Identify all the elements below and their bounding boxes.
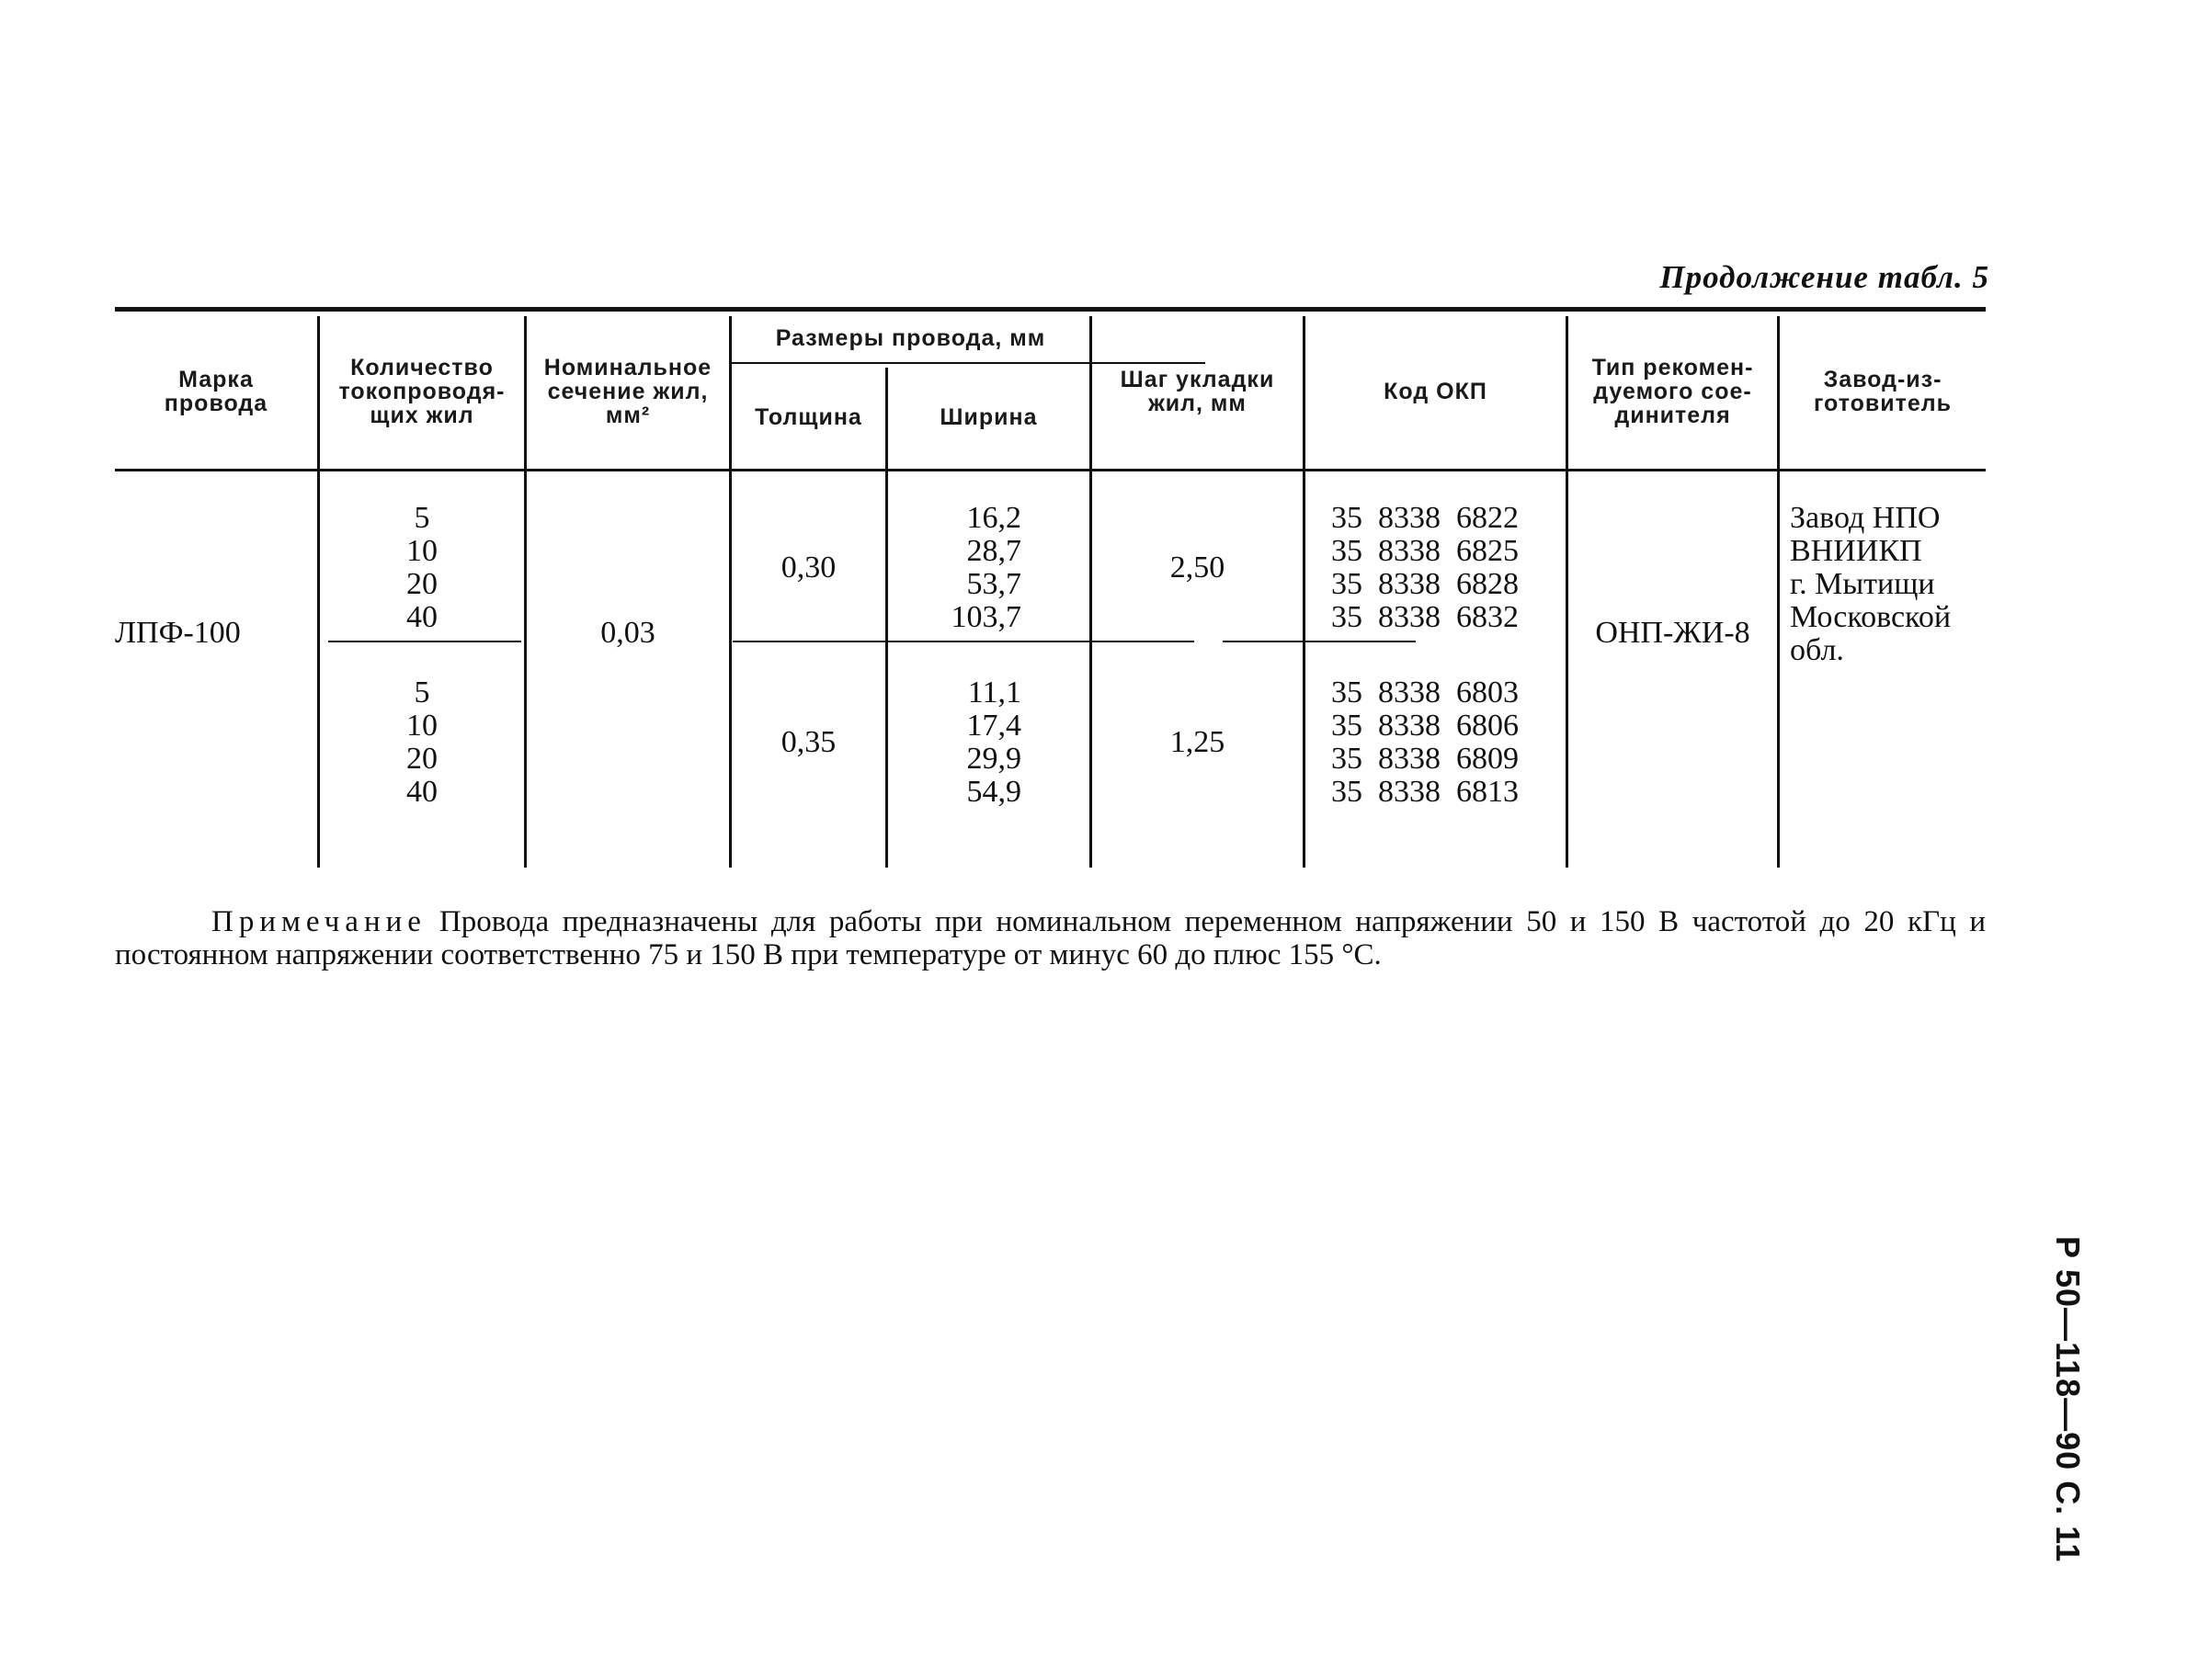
count-group-rule — [328, 641, 521, 642]
cell-widths-group-1: 16,2 28,7 53,7 103,7 — [951, 501, 1021, 634]
table-top-rule — [115, 307, 1986, 312]
note-label: Примечание — [211, 905, 427, 938]
cell-step-group-1: 2,50 — [1169, 551, 1225, 585]
header-section: Номинальное сечение жил, мм² — [543, 355, 712, 428]
document-code: Р 50—118—90 С. 11 — [2049, 1236, 2087, 1563]
header-okp: Код ОКП — [1384, 379, 1487, 404]
cell-okp-group-2: 35 8338 6803 35 8338 6806 35 8338 6809 35 8338 6813 — [1331, 675, 1519, 809]
note-text: Провода предназначены для работы при номинальном переменном напряжении 50 и 150 В частотой до 20 кГц и постоянном напряжении соответственно 75 и 150 В при температуре от минус 60 до плюс 155 °С. — [115, 905, 1986, 971]
thickness-width-group-rule — [733, 641, 1194, 642]
cell-counts-group-1: 5 10 20 40 — [406, 501, 438, 634]
cell-widths-group-2: 11,1 17,4 29,9 54,9 — [966, 675, 1021, 809]
cell-thickness-group-2: 0,35 — [780, 725, 837, 759]
cell-counts-group-2: 5 10 20 40 — [406, 675, 438, 809]
step-group-divider-rule — [1223, 641, 1416, 642]
table-note — [115, 905, 1986, 971]
header-mark: Марка провода — [164, 367, 268, 416]
cell-section: 0,03 — [600, 616, 655, 650]
cell-thickness-group-1: 0,30 — [780, 551, 837, 585]
header-maker: Завод-из- готовитель — [1813, 367, 1953, 416]
cell-mark: ЛПФ-100 — [115, 616, 241, 650]
header-thickness: Толщина — [755, 404, 862, 430]
wire-spec-table — [115, 307, 1986, 869]
header-width: Ширина — [940, 404, 1038, 430]
header-connector: Тип рекомен- дуемого сое- динителя — [1591, 355, 1754, 428]
cell-okp-group-1: 35 8338 6822 35 8338 6825 35 8338 6828 35 8338 6832 — [1331, 501, 1519, 634]
header-bottom-rule — [115, 469, 1986, 471]
header-count: Количество токопроводя- щих жил — [338, 355, 506, 428]
table-caption: Продолжение табл. 5 — [1659, 259, 1989, 295]
header-dims: Размеры провода, мм — [775, 325, 1046, 351]
cell-connector: ОНП-ЖИ-8 — [1595, 616, 1750, 650]
cell-step-group-2: 1,25 — [1169, 725, 1225, 759]
cell-maker: Завод НПО ВНИИКП г. Мытищи Московской обл. — [1790, 501, 1952, 667]
header-step: Шаг укладки жил, мм — [1120, 367, 1275, 416]
